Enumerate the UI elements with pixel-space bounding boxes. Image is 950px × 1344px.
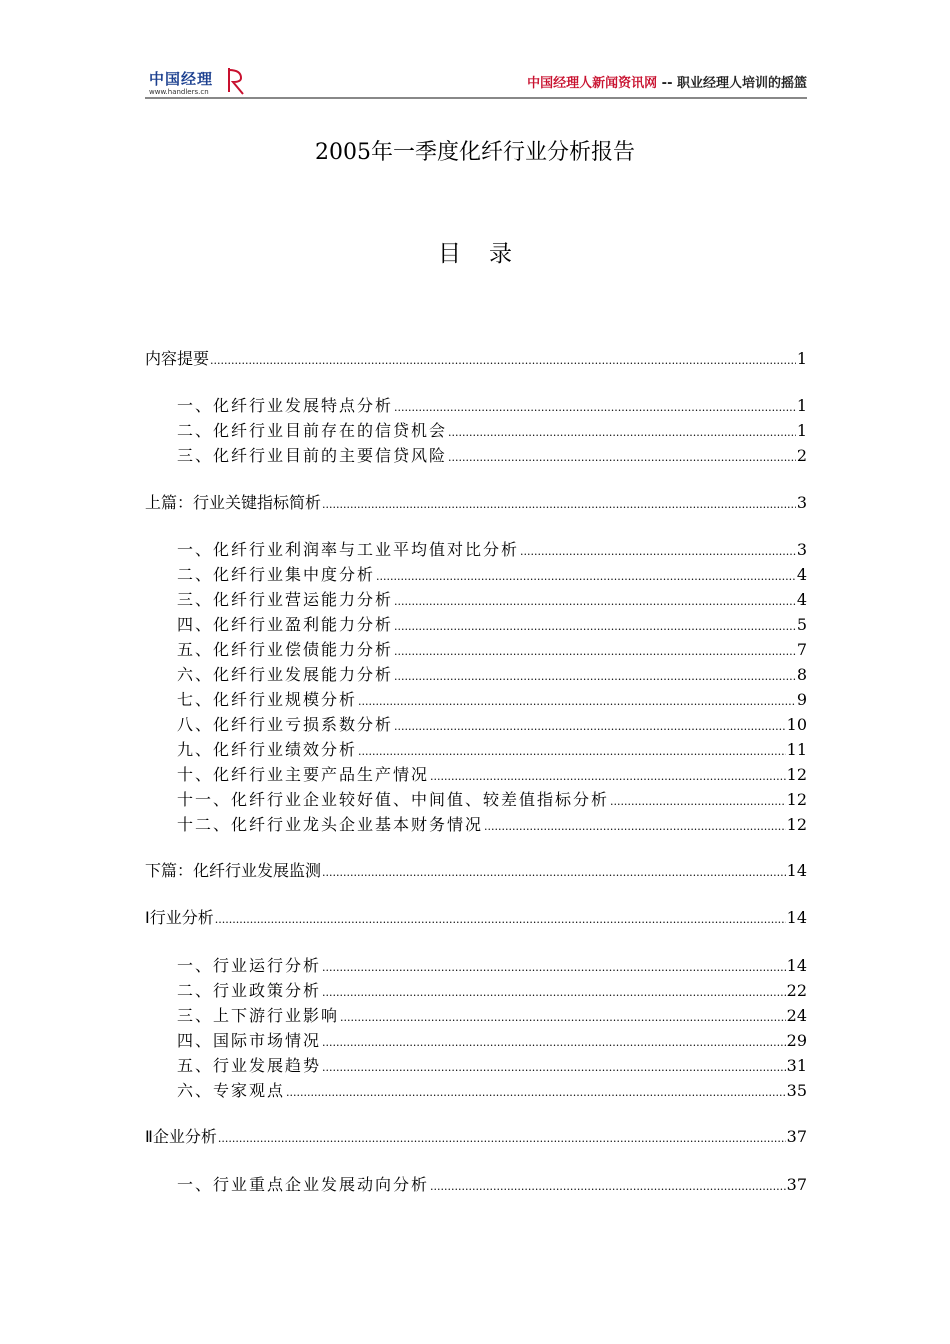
toc-entry-label: 十、化纤行业主要产品生产情况 [177,765,430,784]
toc-leader [394,715,786,739]
toc-page-number: 37 [786,1127,807,1146]
toc-entry[interactable] [177,563,807,587]
toc-leader [430,765,786,789]
toc-entry-label: 二、化纤行业集中度分析 [177,565,376,584]
toc-page-number: 7 [796,640,807,659]
toc-entry-label: 六、化纤行业发展能力分析 [177,665,394,684]
toc-page-number: 22 [786,981,807,1000]
toc-leader [394,665,796,689]
toc-entry-label: 五、行业发展趋势 [177,1056,322,1075]
page-header [145,62,807,100]
toc-entry-label: 七、化纤行业规模分析 [177,690,358,709]
toc-leader [430,1175,786,1199]
toc-leader [484,815,786,839]
toc-leader [448,421,796,445]
header-divider [145,97,807,99]
toc-leader [340,1006,786,1030]
logo-mark-icon [225,66,247,96]
toc-entry[interactable] [145,859,807,883]
toc-entry[interactable] [177,444,807,468]
toc-page-number: 1 [796,349,807,368]
toc-page-number: 1 [796,396,807,415]
toc-entry[interactable] [177,738,807,762]
toc-page-number: 10 [786,715,807,734]
toc-page-number: 2 [796,446,807,465]
toc-entry[interactable] [177,588,807,612]
toc-entry[interactable] [145,347,807,371]
toc-entry-label: 二、行业政策分析 [177,981,322,1000]
document-title: 2005年一季度化纤行业分析报告 [315,140,635,165]
toc-entry-label: 四、国际市场情况 [177,1031,322,1050]
toc-entry[interactable] [177,813,807,837]
toc-entry-label: 八、化纤行业亏损系数分析 [177,715,394,734]
toc-entry-label: 四、化纤行业盈利能力分析 [177,615,394,634]
toc-leader [322,981,786,1005]
toc-page-number: 12 [786,815,807,834]
toc-heading: 目录 [438,241,540,267]
toc-entry[interactable] [177,1029,807,1053]
toc-page-number: 14 [786,956,807,975]
toc-leader [394,615,796,639]
toc-page-number: 3 [796,493,807,512]
slogan-site-name: 中国经理人新闻资讯网 [527,76,658,91]
toc-page-number: 35 [786,1081,807,1100]
toc-entry[interactable] [177,1173,807,1197]
toc-entry-label: 五、化纤行业偿债能力分析 [177,640,394,659]
toc-leader [322,493,796,517]
toc-entry-label: 内容提要 [145,349,210,368]
toc-entry-label: 二、化纤行业目前存在的信贷机会 [177,421,448,440]
toc-entry[interactable] [177,638,807,662]
site-slogan [527,72,807,91]
toc-entry-label: 一、化纤行业利润率与工业平均值对比分析 [177,540,520,559]
logo-url: www.handlers.cn [149,88,209,96]
toc-page-number: 9 [796,690,807,709]
toc-entry[interactable] [177,1054,807,1078]
toc-entry[interactable] [177,538,807,562]
toc-entry[interactable] [177,688,807,712]
toc-page-number: 4 [796,590,807,609]
toc-entry-label: Ⅱ企业分析 [145,1127,217,1146]
toc-entry[interactable] [177,419,807,443]
toc-page-number: 12 [786,790,807,809]
toc-entry[interactable] [145,906,807,930]
toc-entry[interactable] [177,763,807,787]
toc-leader [376,565,796,589]
toc-entry-label: 一、行业重点企业发展动向分析 [177,1175,430,1194]
toc-entry-label: 一、化纤行业发展特点分析 [177,396,394,415]
toc-entry[interactable] [177,979,807,1003]
toc-page-number: 14 [786,861,807,880]
toc-page-number: 1 [796,421,807,440]
toc-leader [358,740,786,764]
toc-entry-label: 下篇：化纤行业发展监测 [145,861,322,880]
toc-entry[interactable] [177,663,807,687]
toc-leader [394,590,796,614]
toc-page-number: 11 [786,740,807,759]
toc-page-number: 4 [796,565,807,584]
toc-leader [610,790,786,814]
toc-leader [218,1127,786,1151]
toc-entry-label: 三、化纤行业目前的主要信贷风险 [177,446,448,465]
toc-entry[interactable] [177,613,807,637]
logo-text: 中国经理 [149,70,214,88]
toc-entry-label: 上篇：行业关键指标简析 [145,493,322,512]
toc-leader [520,540,796,564]
toc-leader [358,690,796,714]
toc-entry-label: Ⅰ行业分析 [145,908,214,927]
toc-leader [210,349,796,373]
toc-entry[interactable] [177,713,807,737]
toc-leader [215,908,786,932]
toc-entry-label: 三、上下游行业影响 [177,1006,340,1025]
toc-leader [322,1056,786,1080]
toc-leader [448,446,796,470]
toc-entry[interactable] [177,1004,807,1028]
toc-entry[interactable] [177,1079,807,1103]
toc-leader [322,861,786,885]
toc-entry-label: 一、行业运行分析 [177,956,322,975]
toc-page-number: 8 [796,665,807,684]
toc-leader [394,396,796,420]
logo [145,66,255,98]
toc-entry[interactable] [177,788,807,812]
toc-entry-label: 六、专家观点 [177,1081,286,1100]
toc-entry-label: 十一、化纤行业企业较好值、中间值、较差值指标分析 [177,790,610,809]
toc-entry[interactable] [145,491,807,515]
toc-leader [322,1031,786,1055]
toc-entry-label: 九、化纤行业绩效分析 [177,740,358,759]
toc-entry-label: 十二、化纤行业龙头企业基本财务情况 [177,815,484,834]
toc-page-number: 3 [796,540,807,559]
toc-entry-label: 三、化纤行业营运能力分析 [177,590,394,609]
toc-leader [322,956,786,980]
toc-page-number: 29 [786,1031,807,1050]
toc-page-number: 12 [786,765,807,784]
toc-page-number: 24 [786,1006,807,1025]
toc-entry[interactable] [177,954,807,978]
toc-leader [286,1081,786,1105]
toc-entry[interactable] [145,1125,807,1149]
toc-page-number: 14 [786,908,807,927]
toc-page-number: 37 [786,1175,807,1194]
slogan-tagline: -- 职业经理人培训的摇篮 [657,76,807,91]
toc-page-number: 31 [786,1056,807,1075]
toc-leader [394,640,796,664]
toc-entry[interactable] [177,394,807,418]
toc-page-number: 5 [796,615,807,634]
